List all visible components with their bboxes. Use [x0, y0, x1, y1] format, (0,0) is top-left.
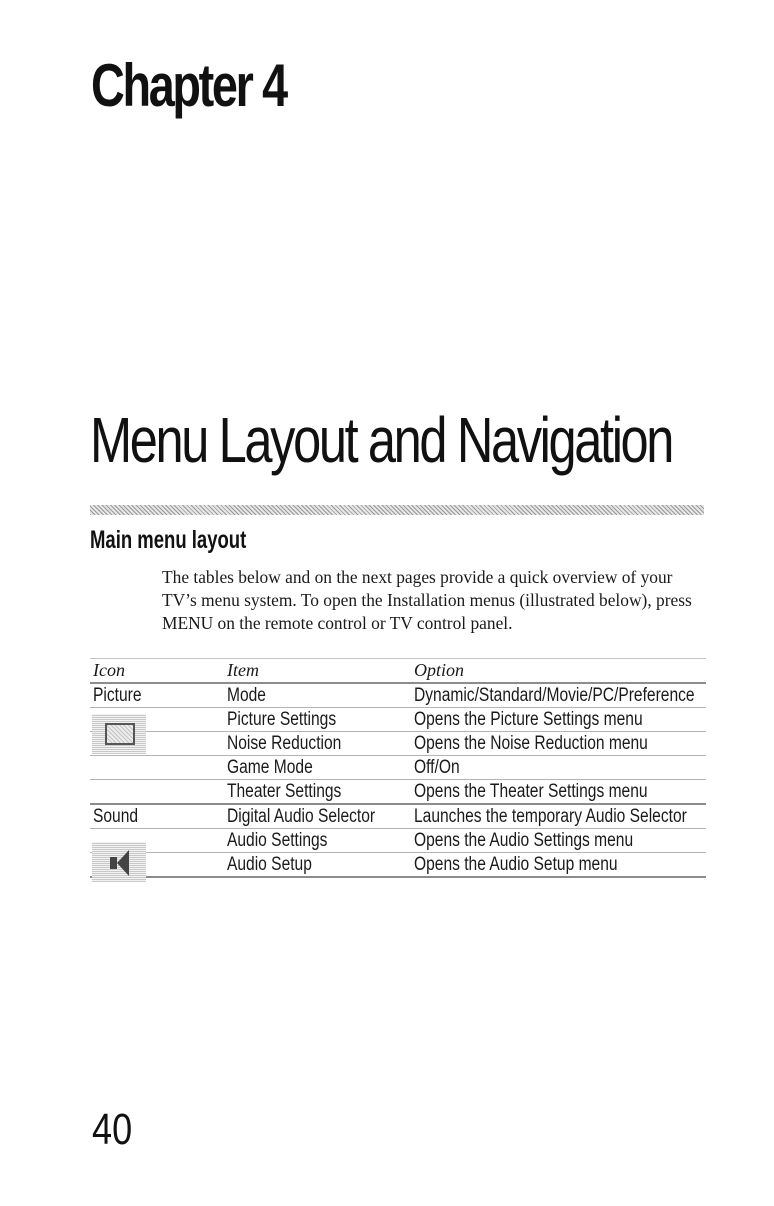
table-row [90, 780, 706, 805]
table-row [90, 684, 706, 708]
sound-icon [92, 842, 146, 882]
table-row [90, 805, 706, 829]
page-number: 40 [92, 1105, 133, 1154]
row-option: Opens the Audio Settings menu [414, 830, 634, 851]
section-divider [90, 505, 704, 515]
speaker-cone-icon [117, 850, 129, 876]
row-option: Opens the Picture Settings menu [414, 709, 643, 730]
row-item: Audio Setup [227, 854, 312, 875]
row-item: Picture Settings [227, 709, 337, 730]
header-option: Option [414, 660, 465, 680]
tv-screen-icon [105, 723, 135, 745]
header-item: Item [227, 660, 259, 680]
table-row [90, 829, 706, 853]
table-header-row [90, 658, 706, 684]
picture-icon [92, 714, 146, 754]
chapter-title: Menu Layout and Navigation [90, 404, 673, 476]
group-label-sound: Sound [93, 806, 139, 827]
row-option: Dynamic/Standard/Movie/PC/Preference [414, 685, 695, 706]
row-option: Off/On [414, 757, 460, 778]
section-heading: Main menu layout [90, 526, 247, 554]
row-item: Noise Reduction [227, 733, 342, 754]
intro-paragraph: The tables below and on the next pages provide a quick overview of your TV’s menu system. To open the Installation menus (illustrated below), press MENU on the remote control or TV control panel. [162, 567, 692, 633]
row-option: Opens the Theater Settings menu [414, 781, 648, 802]
row-item: Theater Settings [227, 781, 342, 802]
chapter-label: Chapter 4 [91, 52, 286, 119]
speaker-body-icon [110, 857, 117, 869]
table-row [90, 756, 706, 780]
row-option: Launches the temporary Audio Selector [414, 806, 687, 827]
menu-layout-table [90, 658, 706, 878]
row-item: Digital Audio Selector [227, 806, 376, 827]
row-item: Audio Settings [227, 830, 328, 851]
row-item: Mode [227, 685, 266, 706]
table-row [90, 853, 706, 878]
table-row [90, 732, 706, 756]
header-icon: Icon [93, 660, 125, 680]
table-row [90, 708, 706, 732]
row-option: Opens the Noise Reduction menu [414, 733, 648, 754]
row-option: Opens the Audio Setup menu [414, 854, 618, 875]
group-label-picture: Picture [93, 685, 142, 706]
row-item: Game Mode [227, 757, 313, 778]
